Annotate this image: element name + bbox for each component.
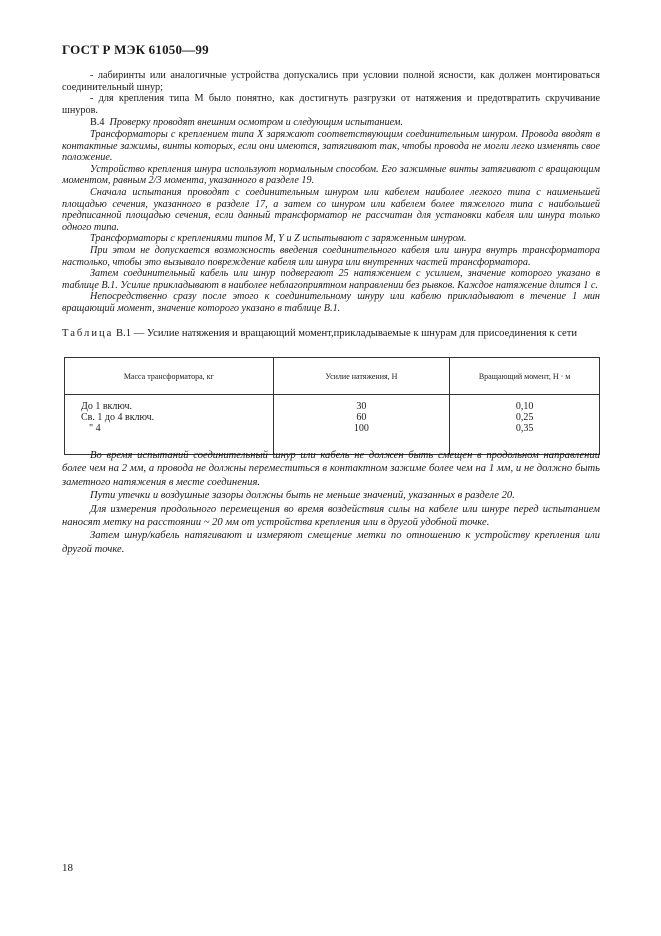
torque-cell: 0,25 [515, 412, 534, 423]
paragraph-italic-2: Устройство крепления шнура используют нормальным способом. Его зажимные винты затягивают с вращающим моментом, равным 2/3 момента, указанного в разделе 19. [62, 163, 600, 187]
paragraph-italic-4: Трансформаторы с креплениями типов М, Y и Z испытывают с заряженным шнуром. [90, 233, 467, 245]
force-column [273, 395, 450, 455]
clause-b4 [62, 117, 600, 129]
table-caption [62, 328, 600, 340]
header-mass: Масса трансформатора, кг [65, 358, 274, 395]
bottom-text-block [62, 449, 600, 556]
paragraph-italic-5: При этом не допускается возможность введения соединительного кабеля или шнура внутрь трансформатора настолько, чтобы это вызывало повреждение кабеля или шнура или внутренних частей трансформатора. [62, 244, 600, 268]
torque-cell: 0,35 [515, 423, 534, 434]
force-cell: 60 [356, 412, 367, 423]
table-caption-label: Таблица [62, 328, 114, 339]
force-torque-table [64, 357, 600, 455]
torque-cell: 0,10 [515, 401, 534, 412]
paragraph-after-3: Для измерения продольного перемещения во время воздействия силы на кабеле или шнуре перед испытанием наносят метку на расстоянии ~ 20 мм от устройства крепления или в другой удобной точке. [62, 503, 600, 529]
header-force: Усилие натяжения, Н [273, 358, 450, 395]
clause-text: Проверку проводят внешним осмотром и следующим испытанием. [109, 117, 403, 129]
paragraph-italic-1: Трансформаторы с креплением типа X заряжают соответствующим соединительным шнуром. Провода вводят в контактные зажимы, винты которых, если они имеются, затягивают так, чтобы провода не могли легко изменять свое положение. [62, 128, 600, 164]
header-torque: Вращающий момент, Н · м [450, 358, 600, 395]
paragraph-after-1: Во время испытаний соединительный шнур или кабель не должен быть смещен в продольном направлении более чем на 2 мм, а провода не должны переместиться в контактном зажиме более чем на 1 мм, и не должно быть заметного натяжения в месте соединения. [62, 450, 600, 488]
paragraph-dash-2: - для крепления типа М было понятно, как достигнуть разгрузки от натяжения и предотвратить скручивание шнуров. [62, 93, 600, 116]
mass-cell: " 4 [89, 423, 101, 434]
force-cell: 30 [356, 401, 367, 412]
mass-cell: До 1 включ. [81, 401, 133, 412]
paragraph-italic-6: Затем соединительный кабель или шнур подвергают 25 натяжением с усилием, значение которого указано в таблице В.1. Усилие прикладывают в наиболее неблагоприятном направлении без рывков. Каждое натяжение длится 1 с. [62, 268, 600, 291]
mass-column [65, 395, 274, 455]
mass-cell: Св. 1 до 4 включ. [81, 412, 155, 423]
clause-number: В.4 [90, 117, 105, 129]
paragraph-italic-3: Сначала испытания проводят с соединительным шнуром или кабелем наиболее легкого типа с наименьшей площадью сечения, указанного в разделе 17, а затем со шнуром или кабелем более тяжелого типа с наибольшей предписанной площадью сечения, если данный трансформатор не рассчитан для установки кабеля или шнура только одного типа. [62, 186, 600, 233]
table-row [65, 395, 600, 455]
page-number: 18 [62, 862, 73, 874]
top-text-block [62, 70, 600, 314]
paragraph-italic-7: Непосредственно сразу после этого к соединительному шнуру или кабелю прикладывают в течение 1 мин вращающий момент, значение которого указано в таблице В.1. [62, 291, 600, 314]
paragraph-dash-1: - лабиринты или аналогичные устройства допускались при условии полной ясности, как должен монтироваться соединительный шнур; [62, 70, 600, 93]
standard-title: ГОСТ Р МЭК 61050—99 [62, 42, 209, 57]
torque-column [450, 395, 600, 455]
table-header-row [65, 358, 600, 395]
force-cell: 100 [353, 423, 369, 434]
paragraph-after-2: Пути утечки и воздушные зазоры должны быть не меньше значений, указанных в разделе 20. [90, 490, 515, 502]
paragraph-after-4: Затем шнур/кабель натягивают и измеряют смещение метки по отношению к устройству крепления или другой точке. [62, 530, 600, 555]
table-caption-text: В.1 — Усилие натяжения и вращающий момент,прикладываемые к шнурам для присоединения к сети [116, 328, 578, 339]
